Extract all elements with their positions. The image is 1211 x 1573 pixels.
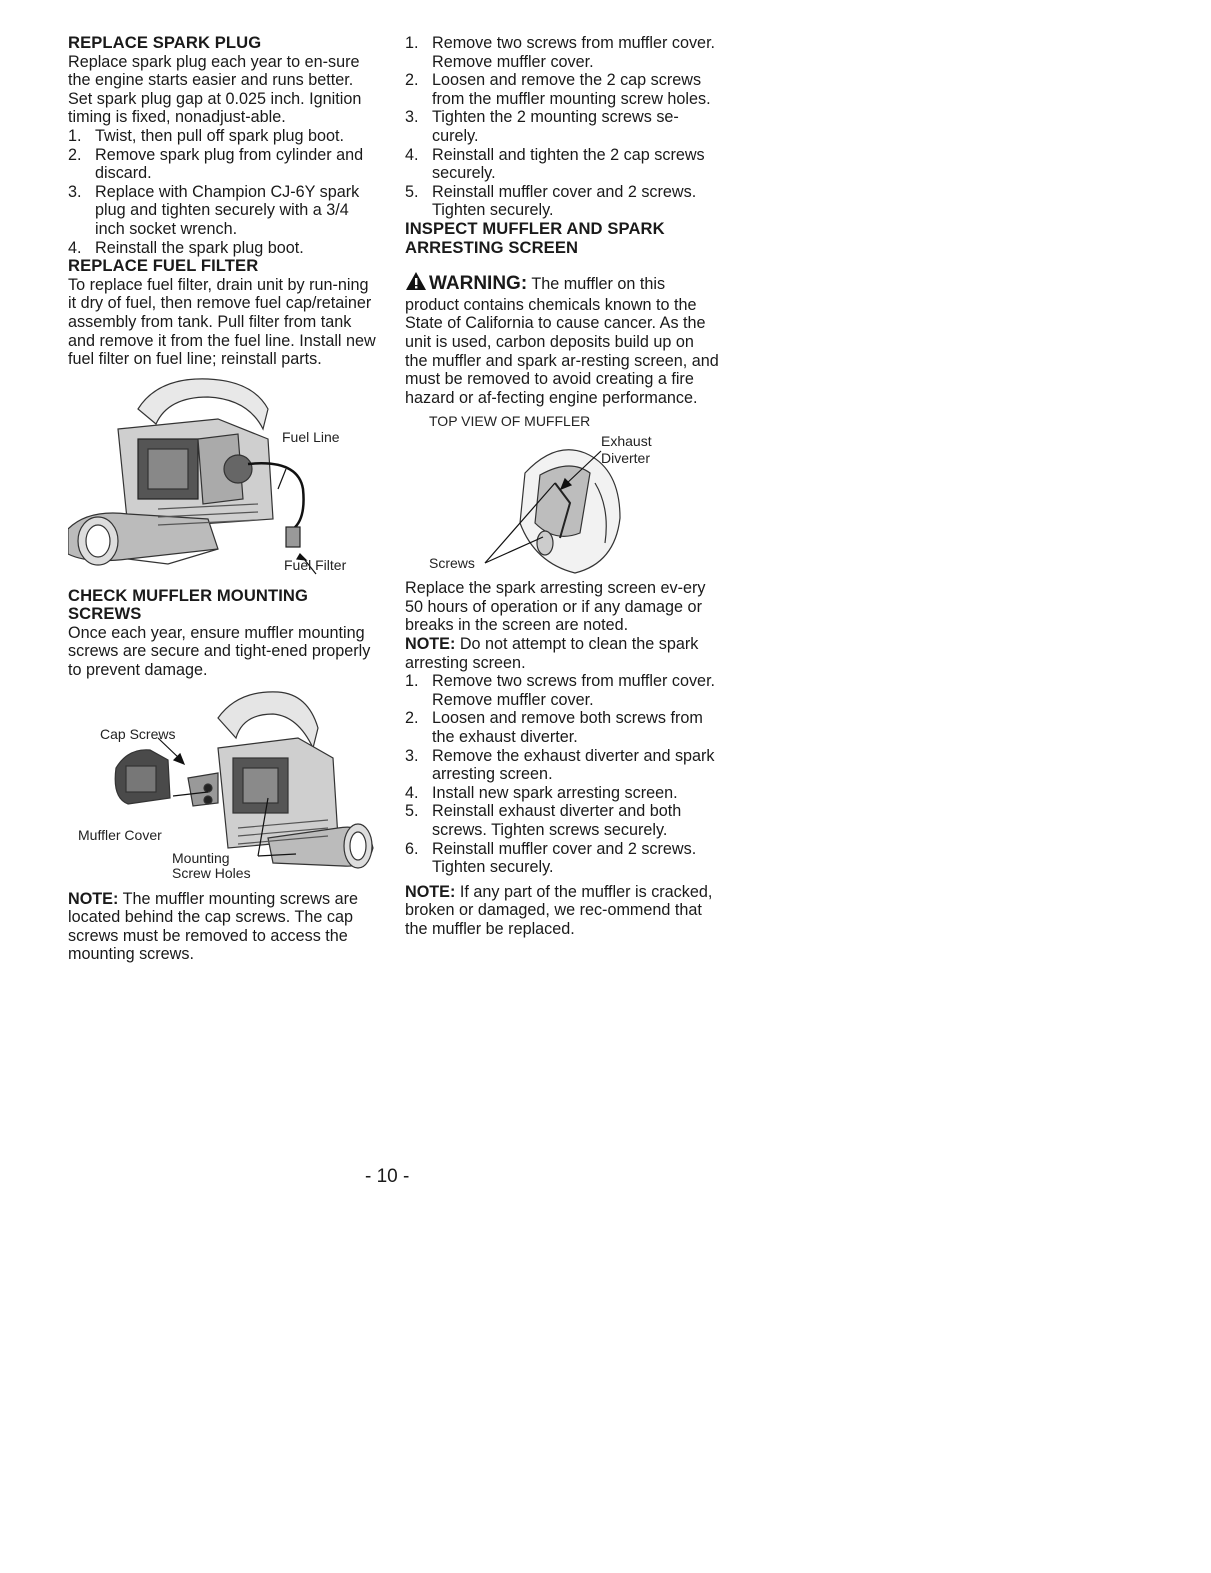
fuel-filter-heading: REPLACE FUEL FILTER: [68, 256, 259, 276]
spark-plug-intro: Replace spark plug each year to en-sure the engine starts easier and runs better. Set spark plug gap at 0.025 inch. Ignition timing is fixed, nonadjust-able.: [68, 52, 362, 127]
warning-triangle-icon: [405, 271, 427, 296]
fuel-filter-figure: [68, 369, 380, 587]
list-item: 2. Loosen and remove the 2 cap screws from the muffler mounting screw holes.: [405, 71, 711, 108]
inspect-heading-1: INSPECT MUFFLER AND SPARK: [405, 218, 665, 238]
muffler-mount-figure: [68, 688, 380, 884]
list-item: 4. Reinstall and tighten the 2 cap screws securely.: [405, 145, 705, 183]
fuel-filter-body: To replace fuel filter, drain unit by run-ning it dry of fuel, then remove fuel cap/retainer assembly from tank. Pull filter from tank and remove it from the fuel line. Install new fuel filter on fuel line; reinstall parts.: [68, 275, 376, 369]
muffler-top-view-figure: [405, 413, 720, 579]
fuel-line-label: Fuel Line: [282, 428, 340, 445]
cap-screws-label: Cap Screws: [100, 725, 176, 742]
list-item: 4. Reinstall the spark plug boot.: [68, 238, 304, 257]
list-item: 2. Loosen and remove both screws from the exhaust diverter.: [405, 709, 703, 747]
list-item: 3. Replace with Champion CJ-6Y spark plug and tighten securely with a 3/4 inch socket wrench.: [68, 182, 360, 238]
muffler-mount-heading-2: SCREWS: [68, 604, 142, 624]
page-number: - 10 -: [365, 1166, 410, 1187]
muffler-mount-heading-1: CHECK MUFFLER MOUNTING: [68, 585, 309, 605]
list-item: 5. Reinstall muffler cover and 2 screws. Tighten securely.: [405, 182, 697, 220]
list-item: 3. Tighten the 2 mounting screws se-curely.: [405, 108, 679, 145]
inspect-heading-2: ARRESTING SCREEN: [405, 237, 579, 257]
top-view-caption: TOP VIEW OF MUFFLER: [429, 413, 591, 430]
diverter-label: Diverter: [601, 450, 651, 467]
right-column: [405, 34, 720, 939]
inspect-note-1: NOTE: Do not attempt to clean the spark arresting screen.: [405, 635, 699, 672]
spark-plug-heading: REPLACE SPARK PLUG: [68, 33, 262, 52]
spark-plug-steps: [68, 127, 380, 257]
inspect-steps: [405, 672, 720, 877]
warning-paragraph: [405, 271, 720, 407]
exhaust-label: Exhaust: [601, 433, 652, 450]
mounting-label: Mounting: [172, 849, 230, 866]
muffler-mount-body: Once each year, ensure muffler mounting screws are secure and tight-ened properly to prevent damage.: [68, 623, 371, 680]
fuel-filter-label: Fuel Filter: [284, 556, 347, 573]
list-item: 2. Remove spark plug from cylinder and discard.: [68, 145, 364, 183]
muffler-cover-label: Muffler Cover: [78, 826, 162, 843]
screws-label: Screws: [429, 555, 475, 572]
screw-holes-label: Screw Holes: [172, 864, 251, 881]
warning-text: The muffler on this product contains chemicals known to the State of California to cause cancer. As the unit is used, carbon deposits build up on the muffler and spark ar-resting screen, and must be removed to avoid creating a fire hazard or af-fecting engine performance.: [405, 275, 719, 407]
left-column: [68, 34, 380, 964]
warning-label: WARNING:: [429, 273, 528, 295]
blower-fuel-line-illustration: [68, 369, 380, 587]
list-item: 6. Reinstall muffler cover and 2 screws. Tighten securely.: [405, 839, 697, 877]
list-item: 3. Remove the exhaust diverter and spark arresting screen.: [405, 746, 715, 784]
mount-steps: [405, 34, 720, 220]
inspect-note-2: NOTE: If any part of the muffler is cracked, broken or damaged, we rec-ommend that the muffler be replaced.: [405, 882, 713, 938]
list-item: 5. Reinstall exhaust diverter and both screws. Tighten screws securely.: [405, 802, 682, 839]
list-item: 1. Remove two screws from muffler cover. Remove muffler cover.: [405, 672, 716, 709]
list-item: 4. Install new spark arresting screen.: [405, 783, 678, 802]
list-item: 1. Twist, then pull off spark plug boot.: [68, 126, 344, 145]
muffler-mount-note: NOTE: The muffler mounting screws are located behind the cap screws. The cap screws must be removed to access the mounting screws.: [68, 889, 358, 964]
list-item: 1. Remove two screws from muffler cover. Remove muffler cover.: [405, 34, 716, 71]
inspect-body: Replace the spark arresting screen ev-ery 50 hours of operation or if any damage or breaks in the screen are noted.: [405, 579, 706, 635]
